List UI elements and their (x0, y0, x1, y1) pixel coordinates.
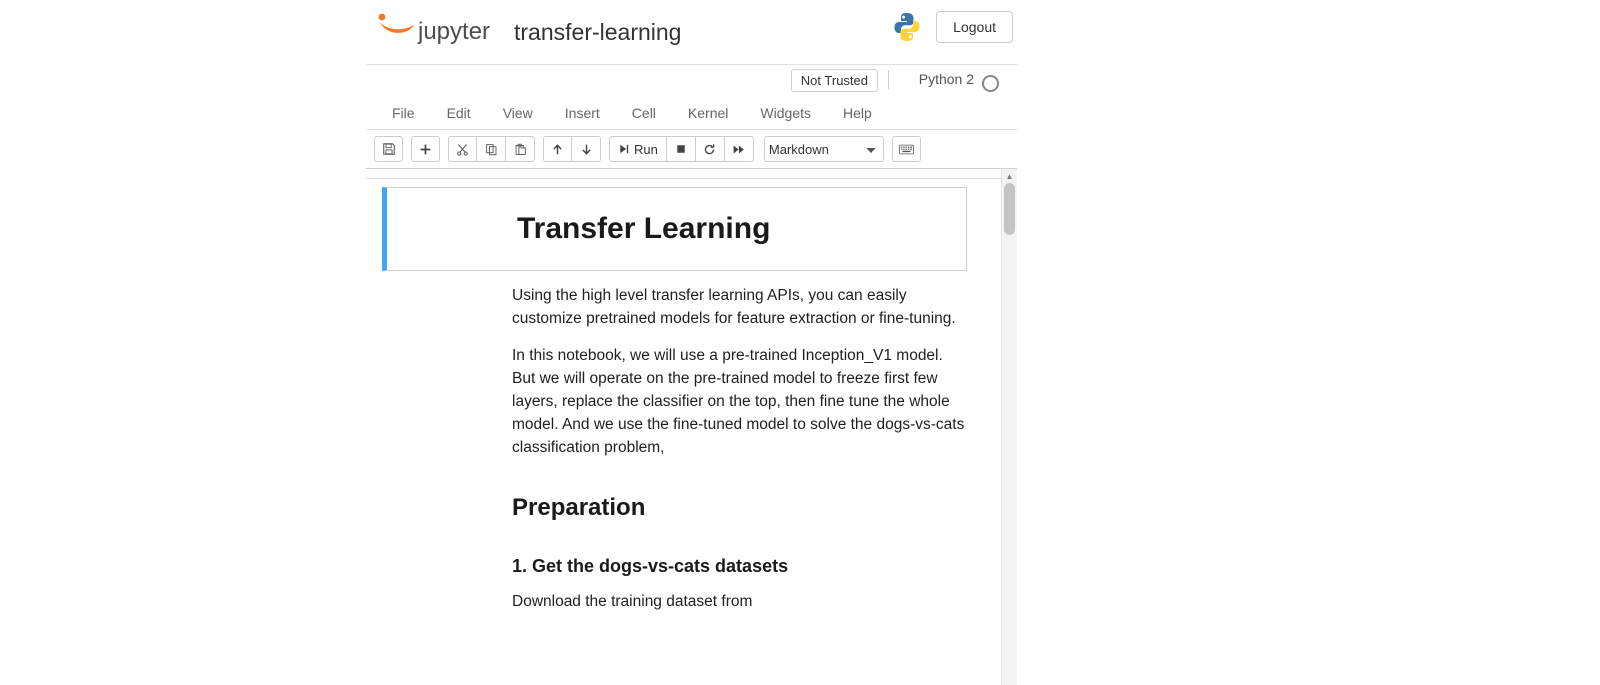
save-icon[interactable] (374, 136, 403, 162)
jupyter-logo[interactable] (372, 12, 502, 52)
toolbar-group-palette (892, 136, 921, 162)
run-label: Run (634, 141, 658, 157)
jupyter-notebook-window (366, 0, 1017, 685)
menubar (366, 97, 1017, 130)
run-button[interactable] (609, 136, 667, 162)
heading-get-datasets: 1. Get the dogs-vs-cats datasets (512, 555, 789, 576)
markdown-cell-title[interactable] (382, 187, 967, 271)
menu-insert[interactable]: Insert (564, 105, 600, 121)
toolbar-group-run (609, 136, 754, 162)
svg-text:jupyter: jupyter (418, 18, 491, 45)
run-icon (618, 143, 630, 155)
arrow-down-icon[interactable] (572, 136, 601, 162)
menu-cell[interactable]: Cell (631, 105, 656, 121)
menu-widgets[interactable]: Widgets (760, 105, 811, 121)
notebook-header (366, 0, 1017, 65)
kernel-idle-circle-icon (982, 75, 999, 92)
stop-square-icon[interactable] (667, 136, 696, 162)
python-logo-icon (890, 10, 924, 44)
toolbar-group-clipboard (448, 136, 535, 162)
kernel-status-row (366, 65, 1017, 97)
menu-edit[interactable]: Edit (446, 105, 471, 121)
restart-circle-icon[interactable] (696, 136, 725, 162)
menu-kernel[interactable]: Kernel (687, 105, 729, 121)
cell-content (387, 212, 966, 246)
heading-transfer-learning: Transfer Learning (517, 212, 771, 245)
plus-icon[interactable] (411, 136, 440, 162)
header-right-group (890, 10, 1013, 44)
markdown-cell-intro[interactable] (366, 285, 1001, 614)
copy-icon[interactable] (477, 136, 506, 162)
menu-view[interactable]: View (502, 105, 533, 121)
paste-icon[interactable] (506, 136, 535, 162)
trust-status-badge[interactable]: Not Trusted (791, 69, 878, 92)
paragraph-download: Download the training dataset from (512, 592, 753, 610)
paragraph-inception: In this notebook, we will use a pre-trained Inception_V1 model. But we will operate on the pre-trained model to freeze first few layers, replace the classifier on the top, then fine tune the whole model. And we use the fine-tuned model to solve the dogs-vs-cats classification problem, (512, 346, 965, 456)
arrow-up-icon[interactable] (543, 136, 572, 162)
kernel-name-label: Python 2 (918, 71, 974, 87)
toolbar-group-save (374, 136, 403, 162)
toolbar-group-move (543, 136, 601, 162)
fast-forward-icon[interactable] (725, 136, 754, 162)
vertical-scrollbar[interactable] (1001, 169, 1017, 685)
notebook-name[interactable]: transfer-learning (514, 18, 682, 45)
menu-help[interactable]: Help (842, 105, 872, 121)
paragraph-apis: Using the high level transfer learning APIs, you can easily customize pretrained models for feature extraction or fine-tuning. (512, 287, 956, 327)
notebook-body (366, 169, 1017, 685)
scroll-up-arrow-icon[interactable]: ▲ (1005, 171, 1014, 181)
keyboard-icon[interactable] (892, 136, 921, 162)
toolbar (366, 130, 1017, 169)
scissors-icon[interactable] (448, 136, 477, 162)
menu-file[interactable]: File (392, 105, 415, 121)
cell-type-select[interactable] (764, 136, 884, 162)
notebook-cell-container (366, 169, 1001, 685)
scrollbar-thumb[interactable] (1004, 183, 1015, 235)
heading-preparation: Preparation (512, 493, 646, 521)
toolbar-group-add (411, 136, 440, 162)
logout-button[interactable]: Logout (936, 11, 1013, 43)
divider (888, 70, 889, 89)
